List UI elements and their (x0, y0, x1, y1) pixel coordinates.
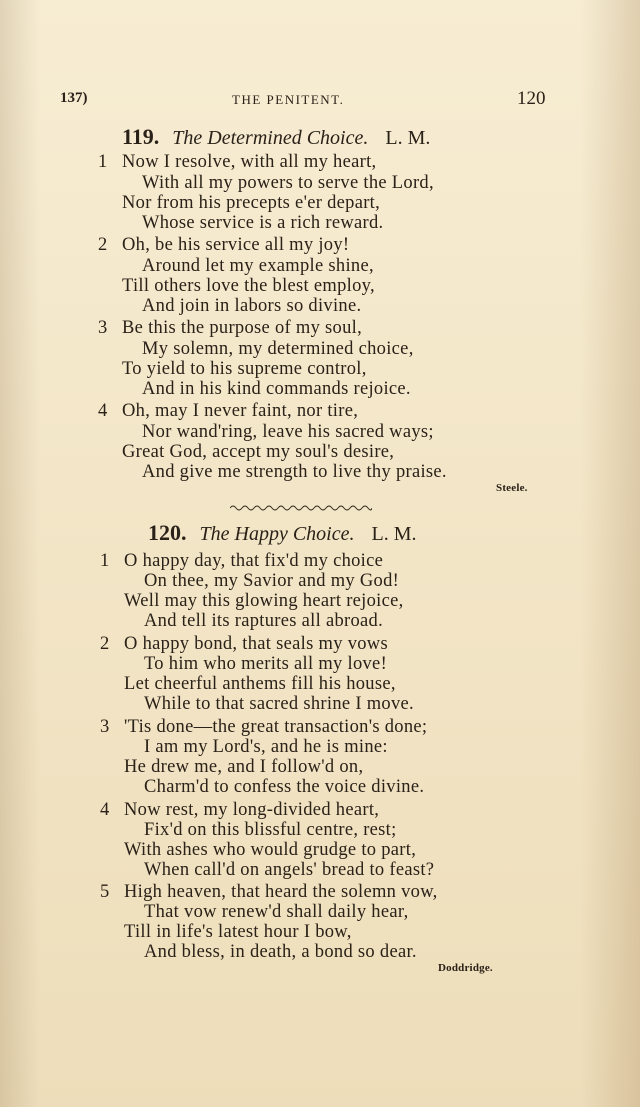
verse-line: Oh, be his service all my joy! (122, 235, 350, 255)
verse-number: 1 (98, 152, 108, 172)
hymn-120-heading (148, 520, 416, 546)
verse-line: And bless, in death, a bond so dear. (144, 942, 417, 962)
verse-number: 2 (100, 634, 110, 654)
ornamental-divider (230, 503, 372, 513)
verse-line: To him who merits all my love! (144, 654, 388, 674)
verse-line: Now I resolve, with all my heart, (122, 152, 377, 172)
page-number: 120 (517, 88, 546, 109)
verse-number: 3 (98, 318, 108, 338)
verse-line: Charm'd to confess the voice divine. (144, 777, 425, 797)
verse-number: 1 (100, 551, 110, 571)
verse-line: I am my Lord's, and he is mine: (144, 737, 388, 757)
verse-line: Till in life's latest hour I bow, (124, 922, 352, 942)
verse-line: Nor from his precepts e'er depart, (122, 193, 381, 213)
verse-number: 3 (100, 717, 110, 737)
verse-line: With ashes who would grudge to part, (124, 840, 417, 860)
verse-line: While to that sacred shrine I move. (144, 694, 414, 714)
verse-line: Till others love the blest employ, (122, 276, 375, 296)
verse-line: When call'd on angels' bread to feast? (144, 860, 435, 880)
header-title: THE PENITENT. (232, 92, 345, 107)
verse-line: And in his kind commands rejoice. (142, 379, 411, 399)
verse-line: Oh, may I never faint, nor tire, (122, 401, 359, 421)
verse-line: O happy bond, that seals my vows (124, 634, 388, 654)
verse-line: He drew me, and I follow'd on, (124, 757, 364, 777)
author-attribution: Steele. (496, 482, 528, 494)
verse-line: Whose service is a rich reward. (142, 213, 384, 233)
hymn-title: The Happy Choice. (199, 523, 355, 545)
verse-line: High heaven, that heard the solemn vow, (124, 882, 438, 902)
verse-line: O happy day, that fix'd my choice (124, 551, 384, 571)
verse-number: 4 (98, 401, 108, 421)
verse-line: With all my powers to serve the Lord, (142, 173, 434, 193)
verse-line: My solemn, my determined choice, (142, 339, 414, 359)
verse-line: Nor wand'ring, leave his sacred ways; (142, 422, 434, 442)
running-header (0, 88, 640, 112)
verse-line: Great God, accept my soul's desire, (122, 442, 395, 462)
hymn-number: 119. (122, 124, 160, 149)
verse-line: Let cheerful anthems fill his house, (124, 674, 396, 694)
verse-line: To yield to his supreme control, (122, 359, 367, 379)
author-attribution: Doddridge. (438, 962, 493, 974)
verse-line: And give me strength to live thy praise. (142, 462, 447, 482)
header-left-mark: 137) (60, 90, 88, 106)
verse-line: Fix'd on this blissful centre, rest; (144, 820, 397, 840)
hymn-title: The Determined Choice. (172, 127, 369, 149)
verse-line: Well may this glowing heart rejoice, (124, 591, 404, 611)
hymn-number: 120. (148, 520, 187, 545)
verse-line: And join in labors so divine. (142, 296, 362, 316)
hymn-119-heading (122, 124, 430, 150)
hymn-meter: L. M. (385, 127, 431, 149)
verse-number: 5 (100, 882, 110, 902)
verse-number: 2 (98, 235, 108, 255)
verse-line: Now rest, my long-divided heart, (124, 800, 380, 820)
verse-line: On thee, my Savior and my God! (144, 571, 400, 591)
verse-line: And tell its raptures all abroad. (144, 611, 384, 631)
verse-line: 'Tis done—the great transaction's done; (124, 717, 428, 737)
hymn-meter: L. M. (371, 523, 417, 545)
verse-line: That vow renew'd shall daily hear, (144, 902, 409, 922)
verse-number: 4 (100, 800, 110, 820)
verse-line: Around let my example shine, (142, 256, 374, 276)
verse-line: Be this the purpose of my soul, (122, 318, 363, 338)
